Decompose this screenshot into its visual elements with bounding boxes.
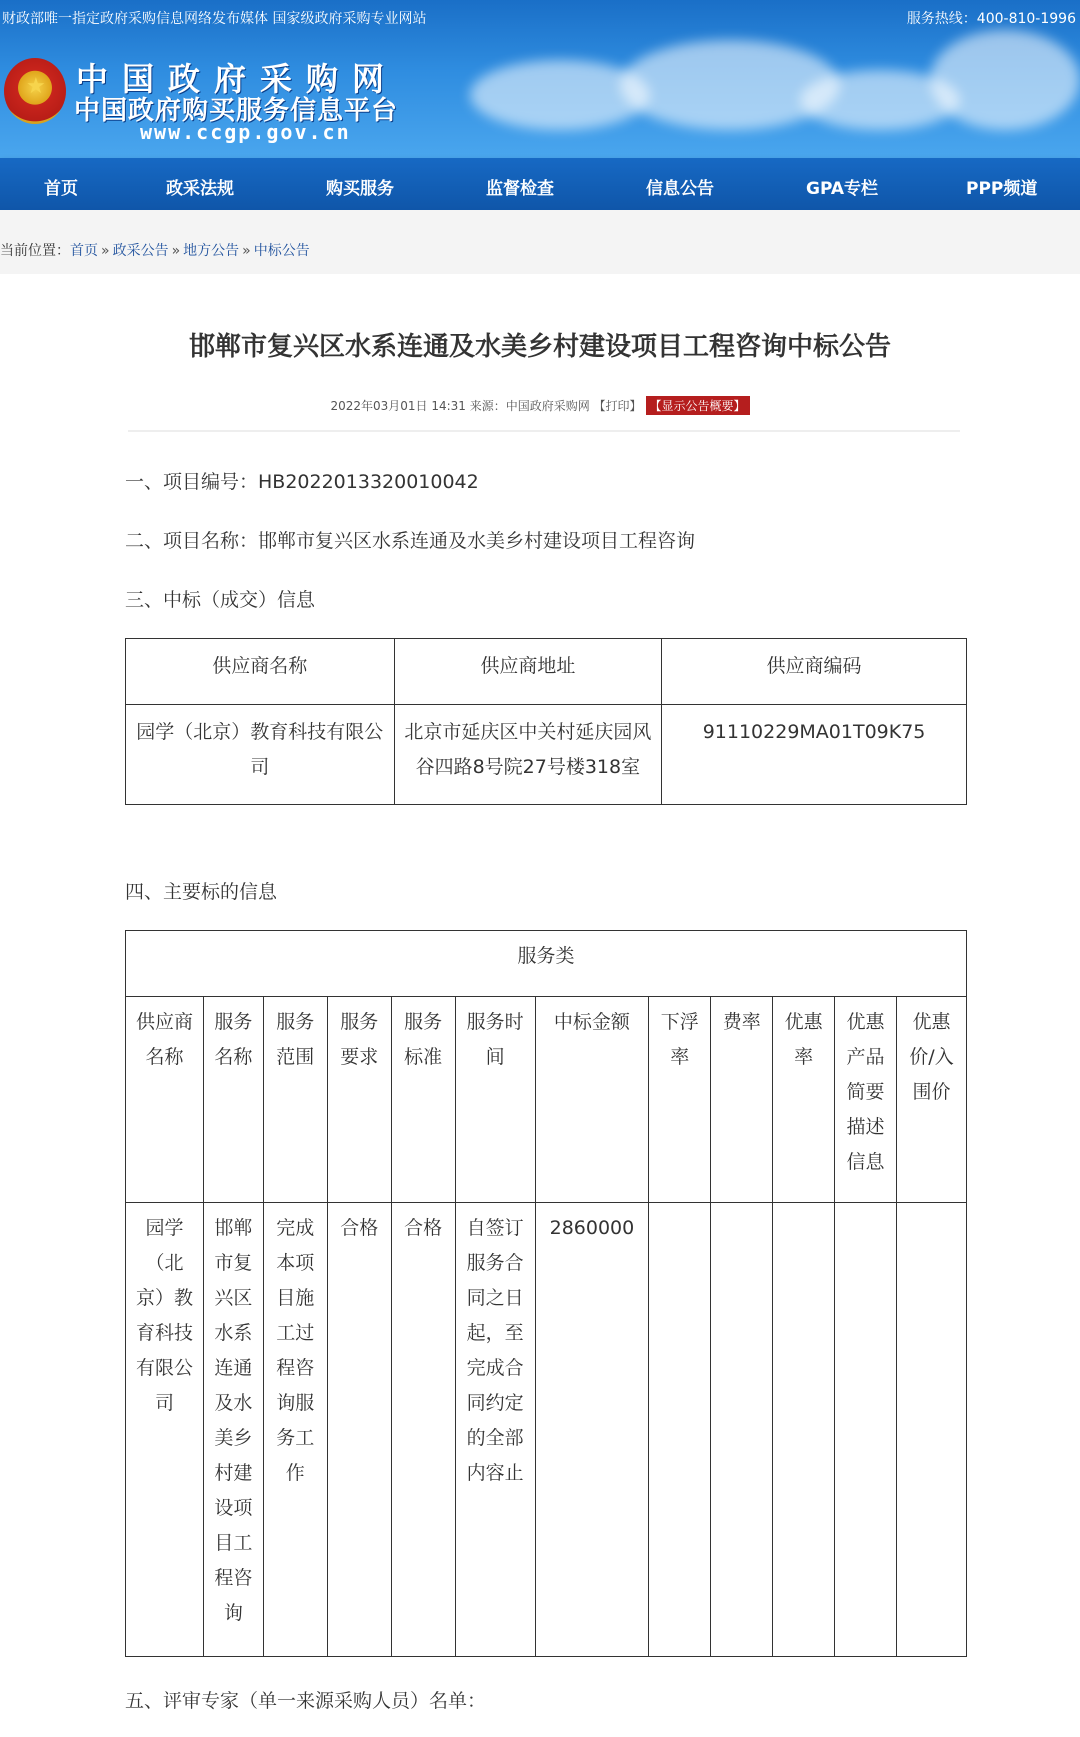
breadcrumb-procurement-notices[interactable]: 政采公告	[112, 243, 169, 259]
table-header-cell: 中标金额	[535, 997, 649, 1203]
cloud-decoration	[930, 30, 1080, 130]
subject-table	[125, 930, 967, 1657]
breadcrumb-separator: »	[171, 243, 181, 259]
table-header-cell: 优惠率	[773, 997, 835, 1203]
table-cell: 园学（北京）教育科技有限公司	[126, 705, 395, 805]
top-bar	[0, 0, 1080, 34]
table-row	[126, 931, 967, 997]
breadcrumb-award-notices[interactable]: 中标公告	[253, 243, 310, 259]
table-cell: 2860000	[535, 1203, 649, 1657]
table-header-cell: 服务名称	[203, 997, 263, 1203]
table-header-cell: 优惠价/入围价	[897, 997, 967, 1203]
table-category-cell: 服务类	[126, 931, 967, 997]
table-cell	[773, 1203, 835, 1657]
subject-info-heading: 四、主要标的信息	[125, 881, 278, 903]
table-header-cell: 服务时间	[455, 997, 535, 1203]
table-header-cell: 服务范围	[263, 997, 327, 1203]
breadcrumb-separator: »	[242, 243, 251, 259]
table-cell: 合格	[327, 1203, 391, 1657]
table-header-cell: 费率	[711, 997, 773, 1203]
site-logo-url: www.ccgp.gov.cn	[140, 120, 351, 144]
site-logo-subtitle: 中国政府购买服务信息平台	[74, 96, 399, 126]
table-cell: 合格	[391, 1203, 455, 1657]
nav-item-home[interactable]: 首页	[44, 179, 78, 199]
nav-item-regulations[interactable]: 政采法规	[166, 179, 234, 199]
cloud-decoration	[620, 40, 840, 130]
nav-item-announcements[interactable]: 信息公告	[646, 179, 714, 199]
breadcrumb	[0, 240, 310, 260]
table-header-cell: 供应商名称	[126, 997, 204, 1203]
nav-item-supervision[interactable]: 监督检查	[486, 179, 554, 199]
table-cell: 园学（北京）教育科技有限公司	[126, 1203, 204, 1657]
table-cell: 北京市延庆区中关村延庆园风谷四路8号院27号楼318室	[394, 705, 662, 805]
table-header-cell: 服务要求	[327, 997, 391, 1203]
breadcrumb-prefix: 当前位置：	[0, 243, 70, 259]
table-header-cell: 优惠产品简要描述信息	[835, 997, 897, 1203]
winner-table	[125, 638, 967, 805]
nav-item-purchase-services[interactable]: 购买服务	[326, 179, 394, 199]
table-cell	[711, 1203, 773, 1657]
table-cell: 91110229MA01T09K75	[662, 705, 967, 805]
publish-info: 2022年03月01日 14:31 来源：中国政府采购网 【打印】	[330, 399, 642, 413]
table-row	[126, 1203, 967, 1657]
title-divider	[128, 430, 960, 432]
project-name: 二、项目名称：邯郸市复兴区水系连通及水美乡村建设项目工程咨询	[125, 530, 696, 552]
table-header-cell: 服务标准	[391, 997, 455, 1203]
site-slogan: 财政部唯一指定政府采购信息网络发布媒体 国家级政府采购专业网站	[2, 11, 427, 27]
table-cell	[835, 1203, 897, 1657]
article-meta	[0, 396, 1080, 415]
table-header-cell: 下浮率	[649, 997, 711, 1203]
main-nav	[0, 158, 1080, 210]
site-logo-title[interactable]: 中国政府采购网	[76, 60, 399, 98]
page-title: 邯郸市复兴区水系连通及水美乡村建设项目工程咨询中标公告	[188, 332, 891, 362]
table-cell	[649, 1203, 711, 1657]
national-emblem-icon[interactable]: ★	[4, 58, 66, 124]
table-header-cell: 供应商编码	[662, 639, 967, 705]
experts-heading: 五、评审专家（单一来源采购人员）名单：	[125, 1690, 487, 1712]
award-info-heading: 三、中标（成交）信息	[125, 589, 316, 611]
table-cell: 自签订服务合同之日起，至完成合同约定的全部内容止	[455, 1203, 535, 1657]
nav-item-ppp[interactable]: PPP频道	[966, 179, 1038, 199]
table-cell: 邯郸市复兴区水系连通及水美乡村建设项目工程咨询	[203, 1203, 263, 1657]
breadcrumb-local-notices[interactable]: 地方公告	[183, 243, 240, 259]
service-hotline: 服务热线：400-810-1996	[906, 11, 1076, 27]
breadcrumb-home[interactable]: 首页	[70, 243, 98, 259]
breadcrumb-separator: »	[101, 243, 110, 259]
show-summary-button[interactable]: 【显示公告概要】	[646, 396, 750, 415]
breadcrumb-bar	[0, 210, 1080, 274]
table-header-cell: 供应商名称	[126, 639, 395, 705]
table-cell: 完成本项目施工过程咨询服务工作	[263, 1203, 327, 1657]
nav-item-gpa[interactable]: GPA专栏	[806, 179, 879, 199]
table-row	[126, 705, 967, 805]
table-row	[126, 997, 967, 1203]
table-header-cell: 供应商地址	[394, 639, 662, 705]
project-number: 一、项目编号：HB2022013320010042	[125, 471, 479, 493]
site-header	[0, 0, 1080, 158]
table-row	[126, 639, 967, 705]
table-cell	[897, 1203, 967, 1657]
